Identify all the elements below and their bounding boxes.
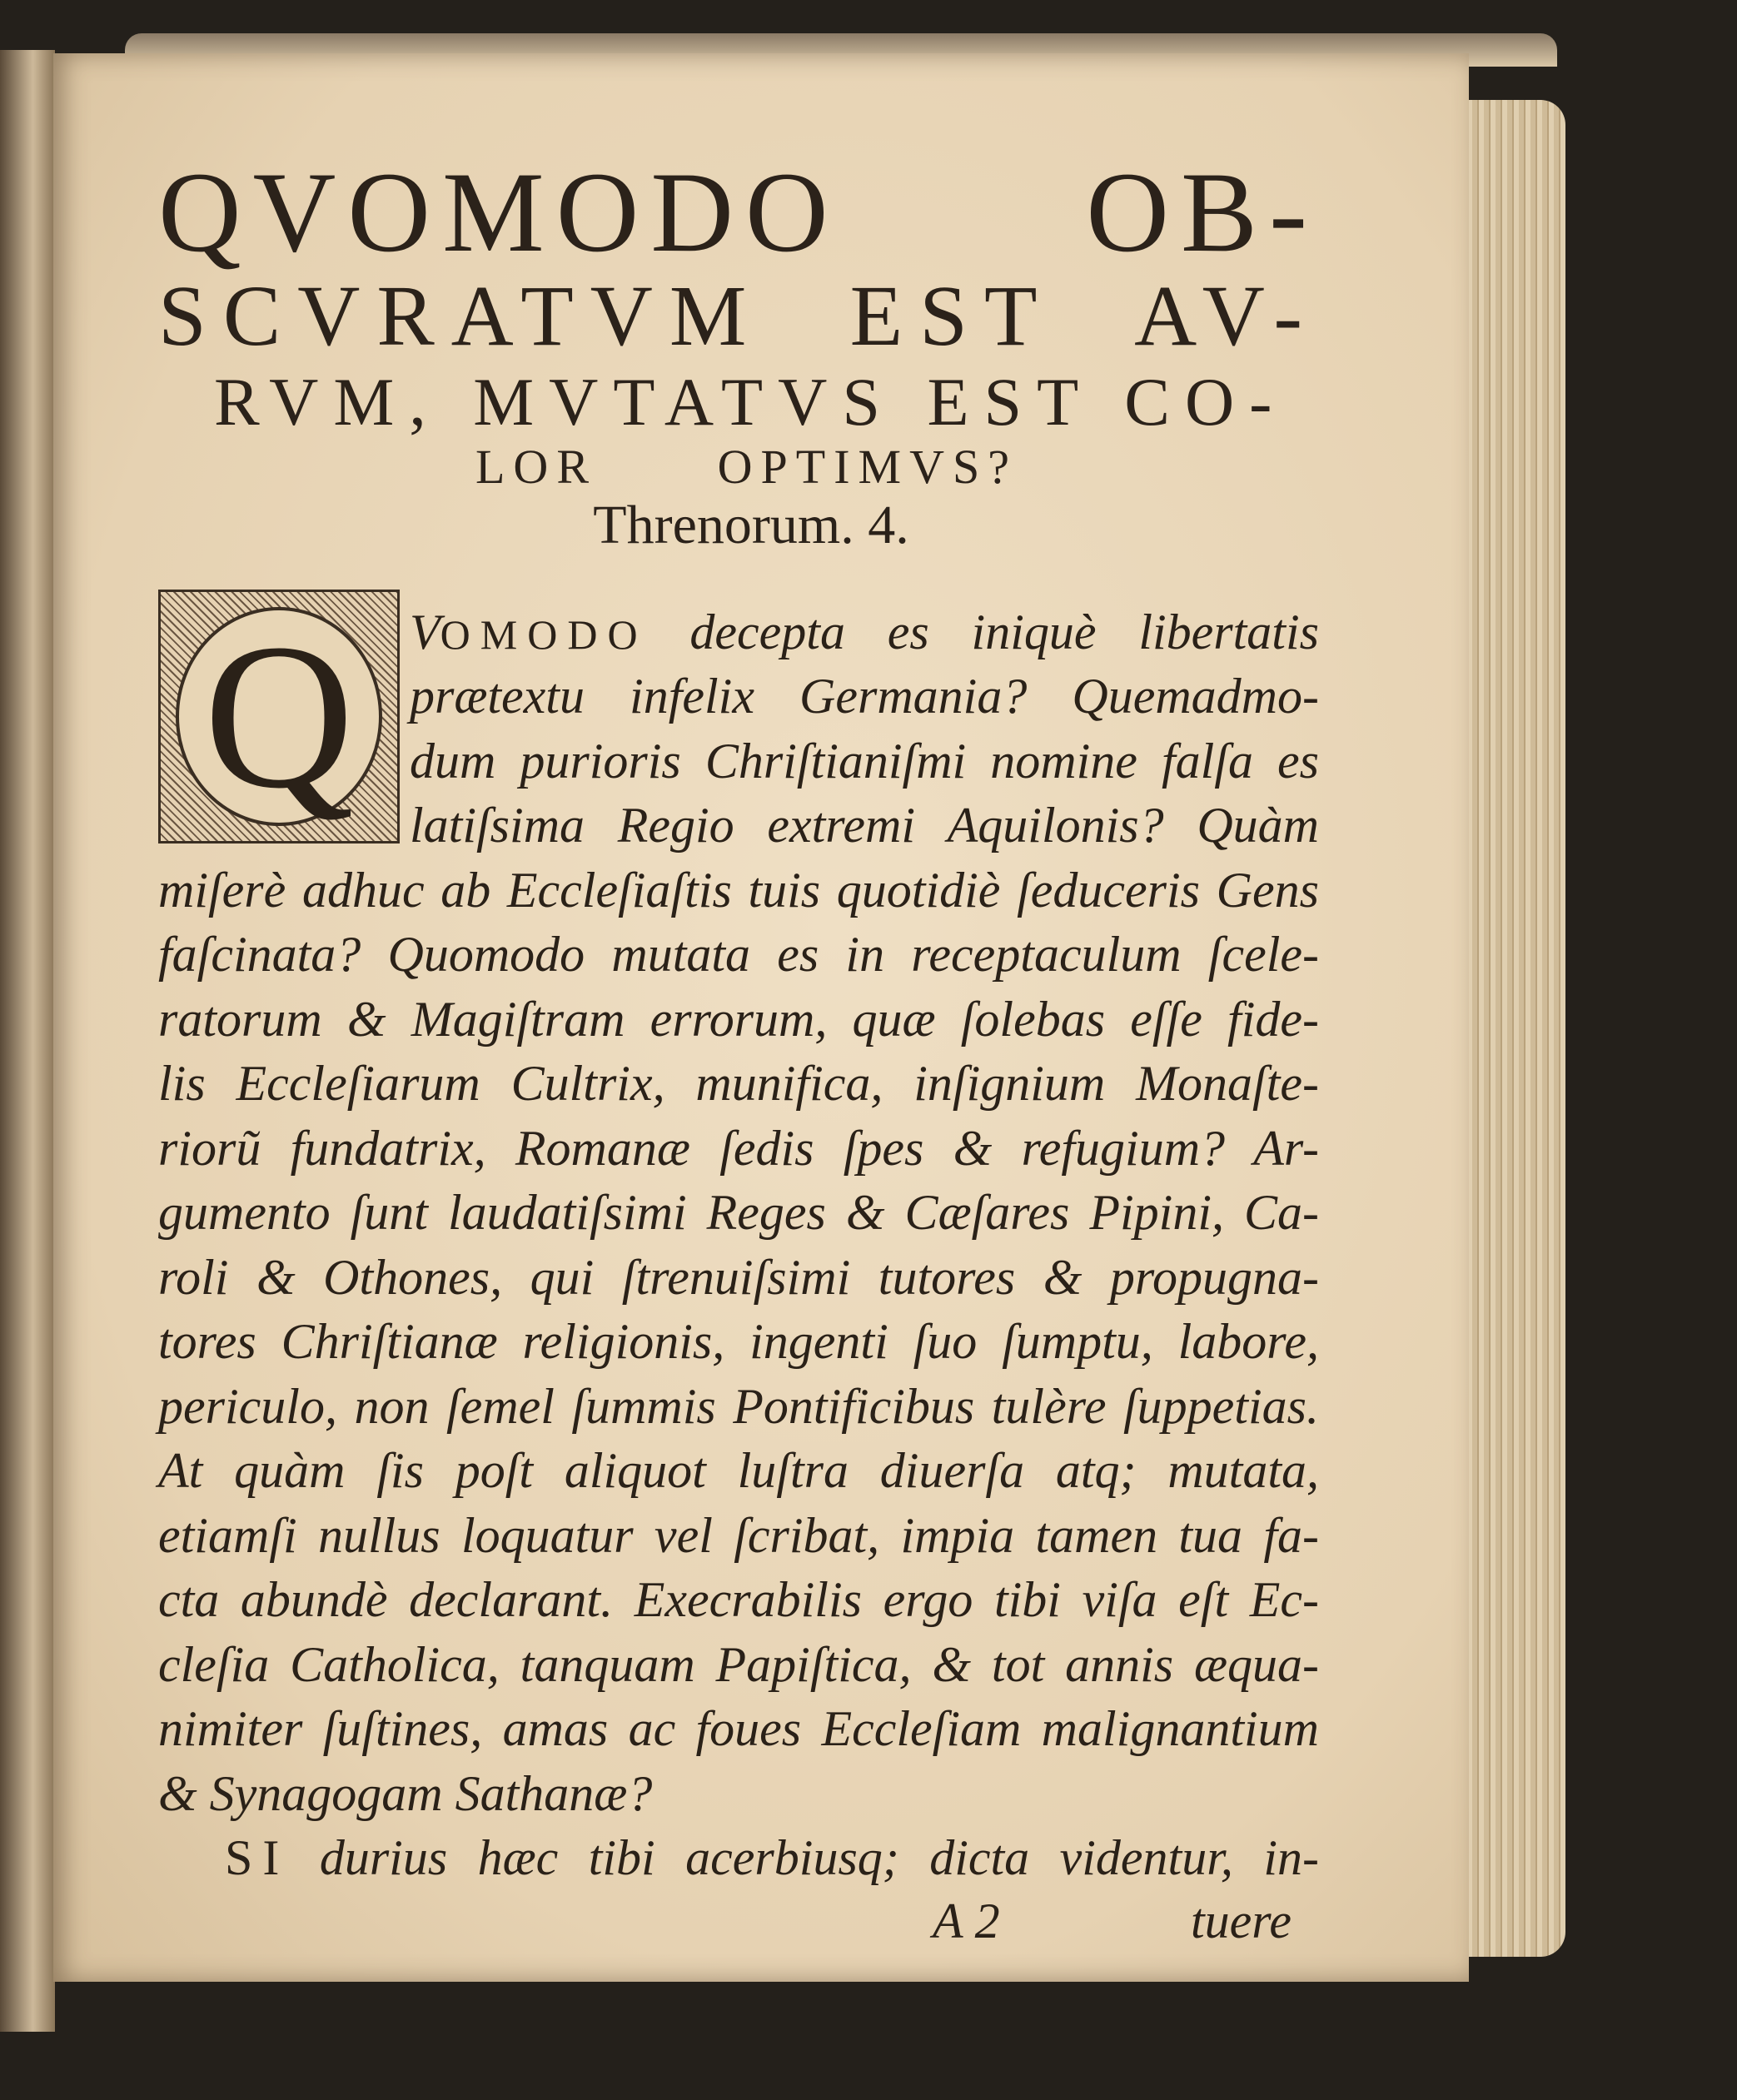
decorated-initial: [158, 590, 400, 843]
title-source: Threnorum. 4.: [593, 495, 909, 555]
line-text: durius hæc tibi acerbiusq; dicta videntur, in-: [319, 1830, 1320, 1885]
title-line-1: QVOMODO OB-: [158, 148, 1319, 276]
signature-mark: A 2: [933, 1893, 1000, 1948]
left-page-edge: [0, 50, 55, 2032]
first-word-rest: OMODO: [440, 611, 648, 658]
paragraph-2-line: [225, 1825, 1319, 1890]
body-line: gumento ſunt laudatiſsimi Reges & Cæſares Pipini, Ca-: [158, 1185, 1319, 1240]
body-line: faſcinata? Quomodo mutata es in receptaculum ſcele-: [158, 927, 1319, 982]
body-line: latiſsima Regio extremi Aquilonis? Quàm: [410, 798, 1319, 853]
drop-cap-letter: Q: [176, 607, 382, 826]
first-word-cap: V: [410, 605, 440, 659]
body-line: dum purioris Chriſtianiſmi nomine falſa es: [410, 734, 1319, 789]
body-line: etiamſi nullus loquatur vel ſcribat, impia tamen tua fa-: [158, 1508, 1319, 1563]
body-line: At quàm ſis poſt aliquot luſtra diuerſa atq; mutata,: [158, 1443, 1319, 1498]
title-line-2: SCVRATVM EST AV-: [158, 268, 1319, 364]
body-line: riorũ fundatrix, Romanæ ſedis ſpes & refugium? Ar-: [158, 1121, 1319, 1176]
body-line: lis Eccleſiarum Cultrix, munifica, inſignium Monaſte-: [158, 1056, 1319, 1111]
title-line-4: LOR OPTIMVS?: [475, 440, 1018, 494]
body-line: cta abundè declarant. Execrabilis ergo tibi viſa eſt Ec-: [158, 1572, 1319, 1627]
body-line: periculo, non ſemel ſummis Pontificibus tulère ſuppetias.: [158, 1379, 1319, 1434]
body-line: tores Chriſtianæ religionis, ingenti ſuo ſumptu, labore,: [158, 1314, 1319, 1369]
body-line: nimiter ſuſtines, amas ac foues Eccleſiam malignantium: [158, 1701, 1319, 1756]
body-line: prætextu infelix Germania? Quemadmo-: [410, 669, 1319, 724]
body-line: miſerè adhuc ab Eccleſiaſtis tuis quotidiè ſeduceris Gens: [158, 863, 1319, 918]
catchword: tuere: [1191, 1893, 1292, 1948]
body-line-1: [410, 600, 1319, 664]
paragraph-2-initial: SI: [225, 1830, 290, 1885]
body-line: & Synagogam Sathanæ?: [158, 1766, 653, 1821]
line-text: decepta es iniquè libertatis: [689, 605, 1319, 659]
title-line-3: RVM, MVTATVS EST CO-: [214, 364, 1287, 440]
body-line: roli & Othones, qui ſtrenuiſsimi tutores & propugna-: [158, 1250, 1319, 1305]
body-line: cleſia Catholica, tanquam Papiſtica, & tot annis æqua-: [158, 1637, 1319, 1692]
body-line: ratorum & Magiſtram errorum, quæ ſolebas eſſe fide-: [158, 992, 1319, 1047]
